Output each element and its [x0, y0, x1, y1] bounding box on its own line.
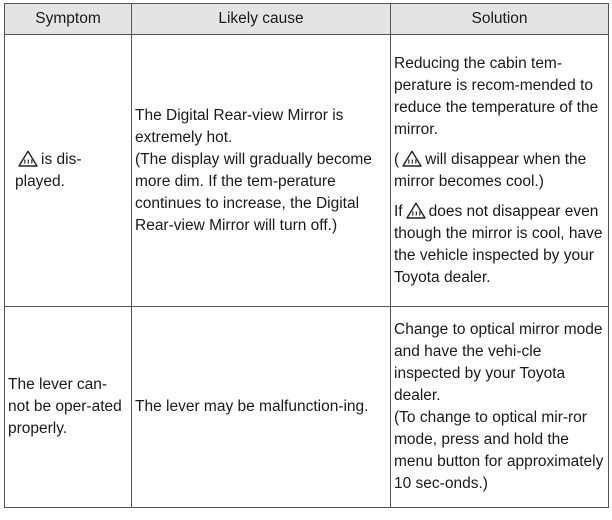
temperature-warning-icon [18, 150, 38, 167]
solution-para-2-text: will disappear when the mirror becomes cool.) [394, 150, 587, 190]
solution-para-1: Reducing the cabin tem-perature is recom-mended to reduce the temperature of the mirror. [394, 54, 599, 138]
cause-cell: The lever may be malfunction-ing. [132, 307, 391, 508]
cause-cell [132, 35, 391, 307]
solution-para-3 [394, 201, 605, 289]
solution-cell [391, 307, 609, 508]
header-row [5, 4, 609, 35]
cause-line-1: The Digital Rear-view Mirror is extremely hot. [135, 106, 344, 146]
table-row [5, 35, 609, 307]
table-row [5, 307, 609, 508]
solution-para-2 [394, 149, 605, 193]
solution-para-1: Change to optical mirror mode and have the vehi-cle inspected by your Toyota dealer. [394, 321, 603, 404]
temperature-warning-icon [406, 202, 426, 219]
header-cause: Likely cause [132, 4, 391, 35]
header-solution: Solution [391, 4, 609, 35]
solution-para-2-open: ( [394, 150, 400, 168]
cause-line-2: (The display will gradually become more dim. If the tem-perature continues to increase, the Digital Rear-view Mirror will turn off.) [135, 150, 372, 234]
solution-para-3-text: does not disappear even though the mirror is cool, have the vehicle inspected by your Toyota dealer. [394, 202, 603, 286]
header-symptom: Symptom [5, 4, 132, 35]
solution-para-2: (To change to optical mir-ror mode, press and hold the menu button for approximately 10 sec-onds.) [394, 409, 604, 492]
solution-cell [391, 35, 609, 307]
symptom-cell: The lever can-not be oper-ated properly. [5, 307, 132, 508]
symptom-cell [5, 35, 132, 307]
solution-para-3-if: If [394, 202, 403, 220]
temperature-warning-icon [402, 150, 422, 167]
troubleshooting-table [4, 3, 609, 508]
symptom-text: is dis-played. [15, 150, 82, 190]
